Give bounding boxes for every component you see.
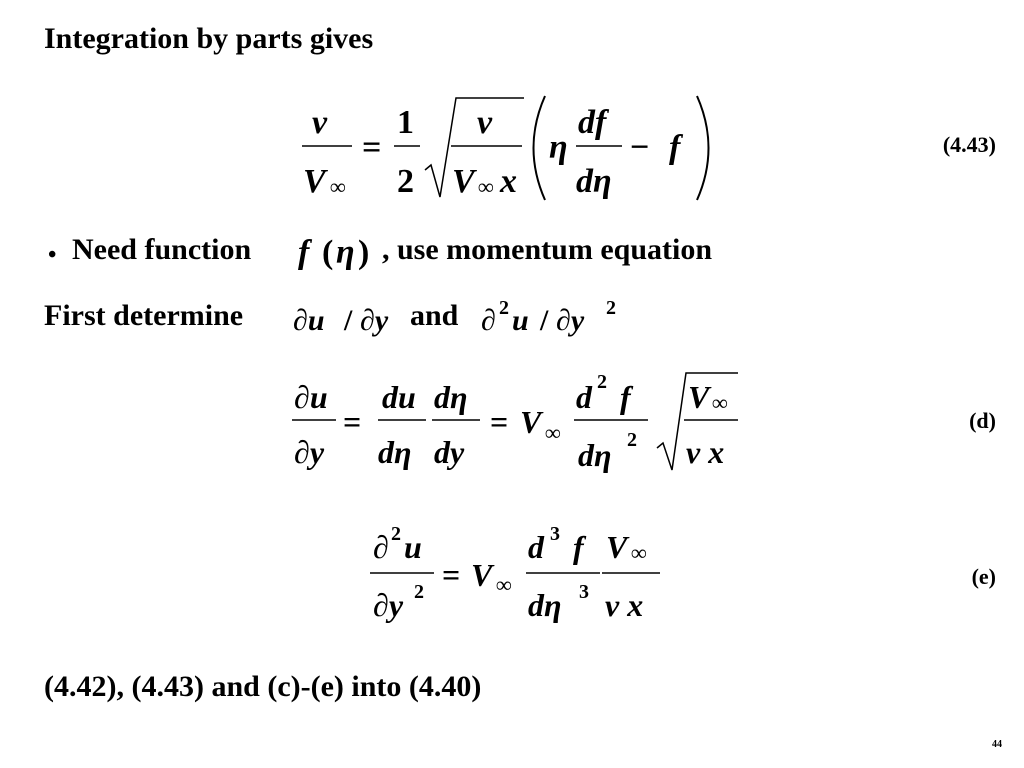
equation-e bbox=[370, 523, 660, 623]
svg-text:∂y: ∂y bbox=[373, 587, 404, 623]
svg-text:∞: ∞ bbox=[478, 174, 494, 199]
svg-text:3: 3 bbox=[579, 581, 589, 603]
svg-text:2: 2 bbox=[391, 523, 401, 545]
svg-text:d: d bbox=[528, 529, 544, 565]
svg-text:2: 2 bbox=[499, 297, 509, 319]
svg-text:2: 2 bbox=[597, 371, 607, 393]
svg-text:∞: ∞ bbox=[631, 540, 647, 565]
svg-text:du: du bbox=[382, 379, 416, 415]
svg-text:/: / bbox=[540, 304, 549, 337]
svg-text:V: V bbox=[452, 163, 475, 200]
equation-4-43 bbox=[302, 96, 709, 200]
svg-text:df: df bbox=[578, 104, 607, 141]
bullet-prefix-text: Need function bbox=[72, 233, 252, 266]
svg-text:∞: ∞ bbox=[545, 420, 561, 445]
svg-text:ν x: ν x bbox=[605, 587, 644, 623]
svg-text:d: d bbox=[576, 379, 592, 415]
equation-d bbox=[292, 371, 738, 473]
svg-text:/: / bbox=[344, 304, 353, 337]
equation-label-e: (e) bbox=[971, 564, 996, 589]
svg-text:x: x bbox=[500, 163, 517, 200]
svg-text:v: v bbox=[312, 104, 328, 141]
svg-text:3: 3 bbox=[550, 523, 560, 545]
svg-text:∂u: ∂u bbox=[294, 379, 328, 415]
heading-text: Integration by parts gives bbox=[44, 22, 374, 55]
svg-text:dη: dη bbox=[378, 434, 412, 470]
svg-text:∞: ∞ bbox=[496, 572, 512, 597]
svg-text:=: = bbox=[442, 557, 461, 593]
svg-text:(: ( bbox=[322, 234, 334, 271]
svg-text:∂: ∂ bbox=[373, 529, 389, 565]
determine-prefix-text: First determine bbox=[44, 299, 244, 332]
svg-text:): ) bbox=[358, 234, 370, 271]
svg-text:ν: ν bbox=[477, 104, 493, 141]
svg-text:2: 2 bbox=[627, 429, 637, 451]
svg-text:2: 2 bbox=[397, 163, 414, 200]
svg-text:η: η bbox=[549, 129, 568, 166]
svg-text:∞: ∞ bbox=[330, 174, 346, 199]
svg-text:dη: dη bbox=[528, 587, 562, 623]
svg-text:∂y: ∂y bbox=[556, 304, 585, 337]
svg-text:∂y: ∂y bbox=[294, 434, 325, 470]
svg-text:∞: ∞ bbox=[712, 390, 728, 415]
svg-text:dη: dη bbox=[576, 163, 612, 200]
svg-text:u: u bbox=[512, 304, 529, 337]
determine-and-text: and bbox=[410, 299, 459, 332]
svg-text:f: f bbox=[573, 529, 584, 565]
svg-text:∂y: ∂y bbox=[360, 304, 389, 337]
equation-label-4-43: (4.43) bbox=[942, 132, 996, 157]
svg-text:2: 2 bbox=[414, 581, 424, 603]
equation-label-d: (d) bbox=[969, 408, 996, 433]
svg-text:dη: dη bbox=[578, 437, 612, 473]
svg-text:u: u bbox=[404, 529, 422, 565]
svg-text:=: = bbox=[362, 129, 382, 166]
svg-text:η: η bbox=[336, 234, 355, 271]
svg-text:V: V bbox=[606, 529, 628, 565]
svg-text:dy: dy bbox=[434, 434, 465, 470]
bullet-dot: • bbox=[48, 242, 57, 268]
svg-text:1: 1 bbox=[397, 104, 414, 141]
svg-text:f: f bbox=[669, 129, 681, 166]
svg-text:−: − bbox=[630, 129, 650, 166]
svg-text:V: V bbox=[471, 557, 493, 593]
svg-text:V: V bbox=[688, 379, 710, 415]
svg-text:=: = bbox=[343, 404, 362, 440]
bullet-suffix-text: , use momentum equation bbox=[382, 233, 713, 266]
svg-text:∂u: ∂u bbox=[293, 304, 325, 337]
svg-text:2: 2 bbox=[606, 297, 616, 319]
conclusion-text: (4.42), (4.43) and (c)-(e) into (4.40) bbox=[44, 670, 482, 703]
svg-text:ν x: ν x bbox=[686, 434, 725, 470]
svg-text:f: f bbox=[298, 234, 310, 271]
svg-text:V: V bbox=[303, 163, 326, 200]
svg-text:V: V bbox=[520, 404, 542, 440]
svg-text:f: f bbox=[620, 379, 631, 415]
svg-text:=: = bbox=[490, 404, 509, 440]
svg-text:dη: dη bbox=[434, 379, 468, 415]
svg-text:∂: ∂ bbox=[481, 304, 496, 337]
page-number: 44 bbox=[992, 739, 1002, 750]
